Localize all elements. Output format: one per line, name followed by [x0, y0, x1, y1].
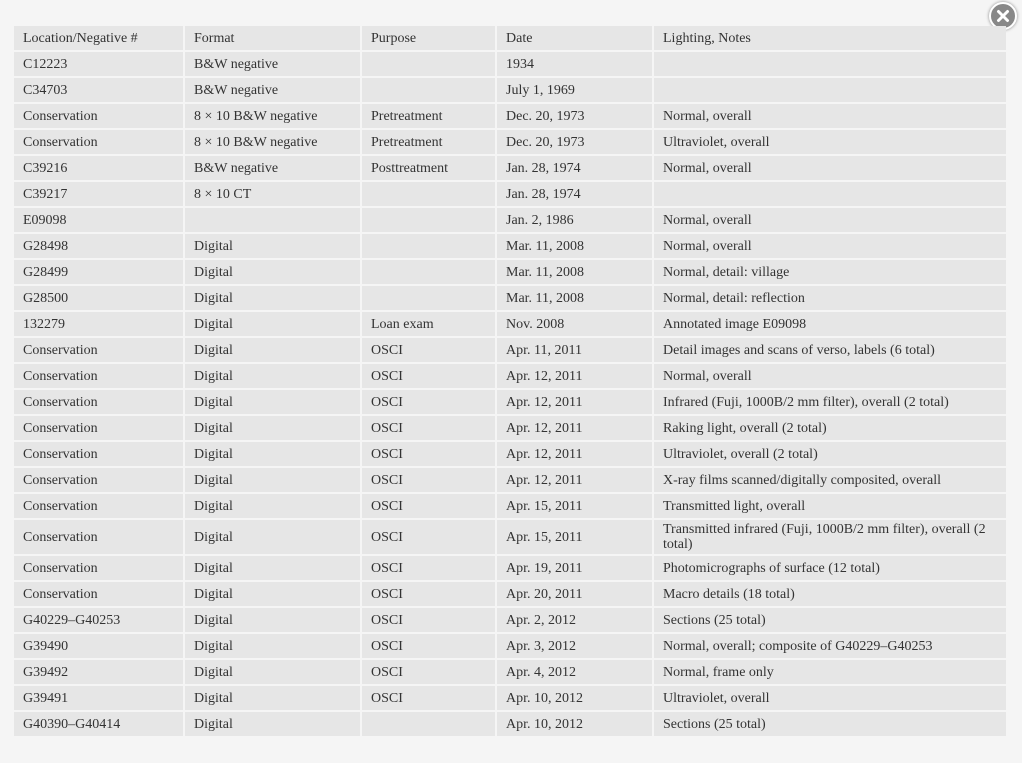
- cell-purpose: Loan exam: [362, 312, 495, 336]
- cell-date: Apr. 12, 2011: [497, 468, 652, 492]
- cell-format: 8 × 10 B&W negative: [185, 104, 360, 128]
- header-format: Format: [185, 26, 360, 50]
- cell-lighting-notes: [654, 78, 1006, 102]
- table-row: [14, 182, 1006, 206]
- cell-lighting-notes: Normal, overall: [654, 364, 1006, 388]
- cell-lighting-notes: Photomicrographs of surface (12 total): [654, 556, 1006, 580]
- cell-date: Apr. 15, 2011: [497, 520, 652, 554]
- cell-lighting-notes: Normal, overall: [654, 104, 1006, 128]
- table-row: [14, 660, 1006, 684]
- table-row: [14, 208, 1006, 232]
- table-row: [14, 364, 1006, 388]
- cell-location-negative: Conservation: [14, 416, 183, 440]
- table-row: [14, 416, 1006, 440]
- cell-date: Dec. 20, 1973: [497, 104, 652, 128]
- cell-format: 8 × 10 B&W negative: [185, 130, 360, 154]
- cell-format: 8 × 10 CT: [185, 182, 360, 206]
- table-row: [14, 468, 1006, 492]
- close-icon: [996, 9, 1010, 23]
- cell-format: Digital: [185, 364, 360, 388]
- cell-lighting-notes: Sections (25 total): [654, 608, 1006, 632]
- cell-format: [185, 208, 360, 232]
- table-row: [14, 494, 1006, 518]
- cell-lighting-notes: Ultraviolet, overall: [654, 686, 1006, 710]
- cell-date: Mar. 11, 2008: [497, 286, 652, 310]
- table-header-row: [14, 26, 1006, 50]
- cell-location-negative: C34703: [14, 78, 183, 102]
- table-row: [14, 520, 1006, 554]
- cell-location-negative: Conservation: [14, 494, 183, 518]
- cell-date: Dec. 20, 1973: [497, 130, 652, 154]
- table-row: [14, 260, 1006, 284]
- cell-purpose: OSCI: [362, 634, 495, 658]
- cell-date: Apr. 12, 2011: [497, 364, 652, 388]
- cell-format: Digital: [185, 442, 360, 466]
- table-row: [14, 312, 1006, 336]
- cell-lighting-notes: Normal, overall: [654, 234, 1006, 258]
- cell-lighting-notes: Ultraviolet, overall: [654, 130, 1006, 154]
- table-row: [14, 156, 1006, 180]
- cell-purpose: OSCI: [362, 608, 495, 632]
- cell-date: Mar. 11, 2008: [497, 260, 652, 284]
- cell-purpose: [362, 286, 495, 310]
- cell-lighting-notes: Normal, overall: [654, 208, 1006, 232]
- cell-location-negative: E09098: [14, 208, 183, 232]
- cell-lighting-notes: Sections (25 total): [654, 712, 1006, 736]
- cell-purpose: OSCI: [362, 338, 495, 362]
- cell-format: Digital: [185, 260, 360, 284]
- cell-location-negative: Conservation: [14, 390, 183, 414]
- cell-format: Digital: [185, 390, 360, 414]
- cell-lighting-notes: X-ray films scanned/digitally composited, overall: [654, 468, 1006, 492]
- cell-format: Digital: [185, 712, 360, 736]
- cell-date: Nov. 2008: [497, 312, 652, 336]
- cell-date: Apr. 12, 2011: [497, 416, 652, 440]
- cell-purpose: [362, 208, 495, 232]
- cell-lighting-notes: [654, 182, 1006, 206]
- cell-location-negative: C39217: [14, 182, 183, 206]
- cell-location-negative: Conservation: [14, 364, 183, 388]
- cell-location-negative: Conservation: [14, 104, 183, 128]
- table-body: [14, 52, 1006, 736]
- table-row: [14, 104, 1006, 128]
- cell-location-negative: G40229–G40253: [14, 608, 183, 632]
- cell-location-negative: Conservation: [14, 582, 183, 606]
- cell-date: Apr. 10, 2012: [497, 712, 652, 736]
- cell-date: Mar. 11, 2008: [497, 234, 652, 258]
- cell-lighting-notes: Normal, detail: village: [654, 260, 1006, 284]
- cell-date: Jan. 2, 1986: [497, 208, 652, 232]
- photo-documentation-table-container: [14, 24, 1006, 738]
- cell-lighting-notes: Infrared (Fuji, 1000B/2 mm filter), overall (2 total): [654, 390, 1006, 414]
- cell-purpose: [362, 78, 495, 102]
- header-location-negative: Location/Negative #: [14, 26, 183, 50]
- cell-lighting-notes: Normal, overall; composite of G40229–G40253: [654, 634, 1006, 658]
- table-row: [14, 234, 1006, 258]
- cell-purpose: OSCI: [362, 556, 495, 580]
- cell-location-negative: Conservation: [14, 442, 183, 466]
- table-row: [14, 78, 1006, 102]
- table-row: [14, 286, 1006, 310]
- cell-lighting-notes: Normal, frame only: [654, 660, 1006, 684]
- cell-purpose: OSCI: [362, 364, 495, 388]
- cell-format: Digital: [185, 634, 360, 658]
- cell-location-negative: G28500: [14, 286, 183, 310]
- cell-format: Digital: [185, 608, 360, 632]
- cell-format: Digital: [185, 556, 360, 580]
- cell-purpose: Pretreatment: [362, 104, 495, 128]
- cell-location-negative: 132279: [14, 312, 183, 336]
- cell-location-negative: Conservation: [14, 468, 183, 492]
- cell-purpose: OSCI: [362, 660, 495, 684]
- table-row: [14, 608, 1006, 632]
- cell-location-negative: G28498: [14, 234, 183, 258]
- cell-location-negative: G39491: [14, 686, 183, 710]
- photo-documentation-table: [12, 24, 1008, 738]
- cell-purpose: OSCI: [362, 686, 495, 710]
- cell-purpose: [362, 234, 495, 258]
- cell-date: 1934: [497, 52, 652, 76]
- cell-purpose: [362, 182, 495, 206]
- cell-lighting-notes: Annotated image E09098: [654, 312, 1006, 336]
- cell-format: Digital: [185, 286, 360, 310]
- table-row: [14, 130, 1006, 154]
- cell-date: Apr. 11, 2011: [497, 338, 652, 362]
- cell-location-negative: G40390–G40414: [14, 712, 183, 736]
- cell-lighting-notes: Transmitted light, overall: [654, 494, 1006, 518]
- cell-lighting-notes: Ultraviolet, overall (2 total): [654, 442, 1006, 466]
- table-row: [14, 556, 1006, 580]
- cell-purpose: OSCI: [362, 582, 495, 606]
- cell-format: Digital: [185, 686, 360, 710]
- cell-date: Apr. 20, 2011: [497, 582, 652, 606]
- cell-format: Digital: [185, 234, 360, 258]
- cell-lighting-notes: Normal, detail: reflection: [654, 286, 1006, 310]
- cell-purpose: OSCI: [362, 468, 495, 492]
- table-row: [14, 712, 1006, 736]
- header-lighting-notes: Lighting, Notes: [654, 26, 1006, 50]
- cell-purpose: OSCI: [362, 416, 495, 440]
- cell-date: Apr. 12, 2011: [497, 390, 652, 414]
- cell-lighting-notes: Macro details (18 total): [654, 582, 1006, 606]
- cell-location-negative: G39490: [14, 634, 183, 658]
- cell-location-negative: Conservation: [14, 556, 183, 580]
- cell-format: Digital: [185, 660, 360, 684]
- table-row: [14, 582, 1006, 606]
- cell-lighting-notes: Raking light, overall (2 total): [654, 416, 1006, 440]
- cell-format: Digital: [185, 494, 360, 518]
- cell-format: Digital: [185, 468, 360, 492]
- cell-location-negative: G28499: [14, 260, 183, 284]
- cell-date: Apr. 3, 2012: [497, 634, 652, 658]
- cell-location-negative: Conservation: [14, 338, 183, 362]
- cell-format: Digital: [185, 582, 360, 606]
- cell-format: B&W negative: [185, 78, 360, 102]
- cell-lighting-notes: Detail images and scans of verso, labels (6 total): [654, 338, 1006, 362]
- header-date: Date: [497, 26, 652, 50]
- table-row: [14, 634, 1006, 658]
- table-row: [14, 338, 1006, 362]
- cell-format: Digital: [185, 338, 360, 362]
- cell-purpose: [362, 260, 495, 284]
- cell-location-negative: C12223: [14, 52, 183, 76]
- cell-format: Digital: [185, 416, 360, 440]
- cell-lighting-notes: Normal, overall: [654, 156, 1006, 180]
- table-row: [14, 52, 1006, 76]
- cell-date: Apr. 19, 2011: [497, 556, 652, 580]
- cell-format: B&W negative: [185, 156, 360, 180]
- header-purpose: Purpose: [362, 26, 495, 50]
- table-row: [14, 390, 1006, 414]
- cell-lighting-notes: Transmitted infrared (Fuji, 1000B/2 mm filter), overall (2 total): [654, 520, 1006, 554]
- cell-date: Apr. 4, 2012: [497, 660, 652, 684]
- cell-format: Digital: [185, 520, 360, 554]
- cell-date: Apr. 10, 2012: [497, 686, 652, 710]
- table-row: [14, 442, 1006, 466]
- table-header: [14, 26, 1006, 50]
- cell-purpose: OSCI: [362, 390, 495, 414]
- cell-date: Jan. 28, 1974: [497, 182, 652, 206]
- table-row: [14, 686, 1006, 710]
- cell-purpose: [362, 52, 495, 76]
- cell-lighting-notes: [654, 52, 1006, 76]
- cell-location-negative: Conservation: [14, 130, 183, 154]
- cell-location-negative: G39492: [14, 660, 183, 684]
- cell-location-negative: Conservation: [14, 520, 183, 554]
- cell-format: B&W negative: [185, 52, 360, 76]
- cell-format: Digital: [185, 312, 360, 336]
- cell-date: Jan. 28, 1974: [497, 156, 652, 180]
- cell-purpose: OSCI: [362, 494, 495, 518]
- cell-date: Apr. 12, 2011: [497, 442, 652, 466]
- cell-purpose: Pretreatment: [362, 130, 495, 154]
- cell-purpose: OSCI: [362, 442, 495, 466]
- cell-date: Apr. 2, 2012: [497, 608, 652, 632]
- cell-date: July 1, 1969: [497, 78, 652, 102]
- cell-purpose: Posttreatment: [362, 156, 495, 180]
- cell-location-negative: C39216: [14, 156, 183, 180]
- cell-purpose: OSCI: [362, 520, 495, 554]
- cell-date: Apr. 15, 2011: [497, 494, 652, 518]
- cell-purpose: [362, 712, 495, 736]
